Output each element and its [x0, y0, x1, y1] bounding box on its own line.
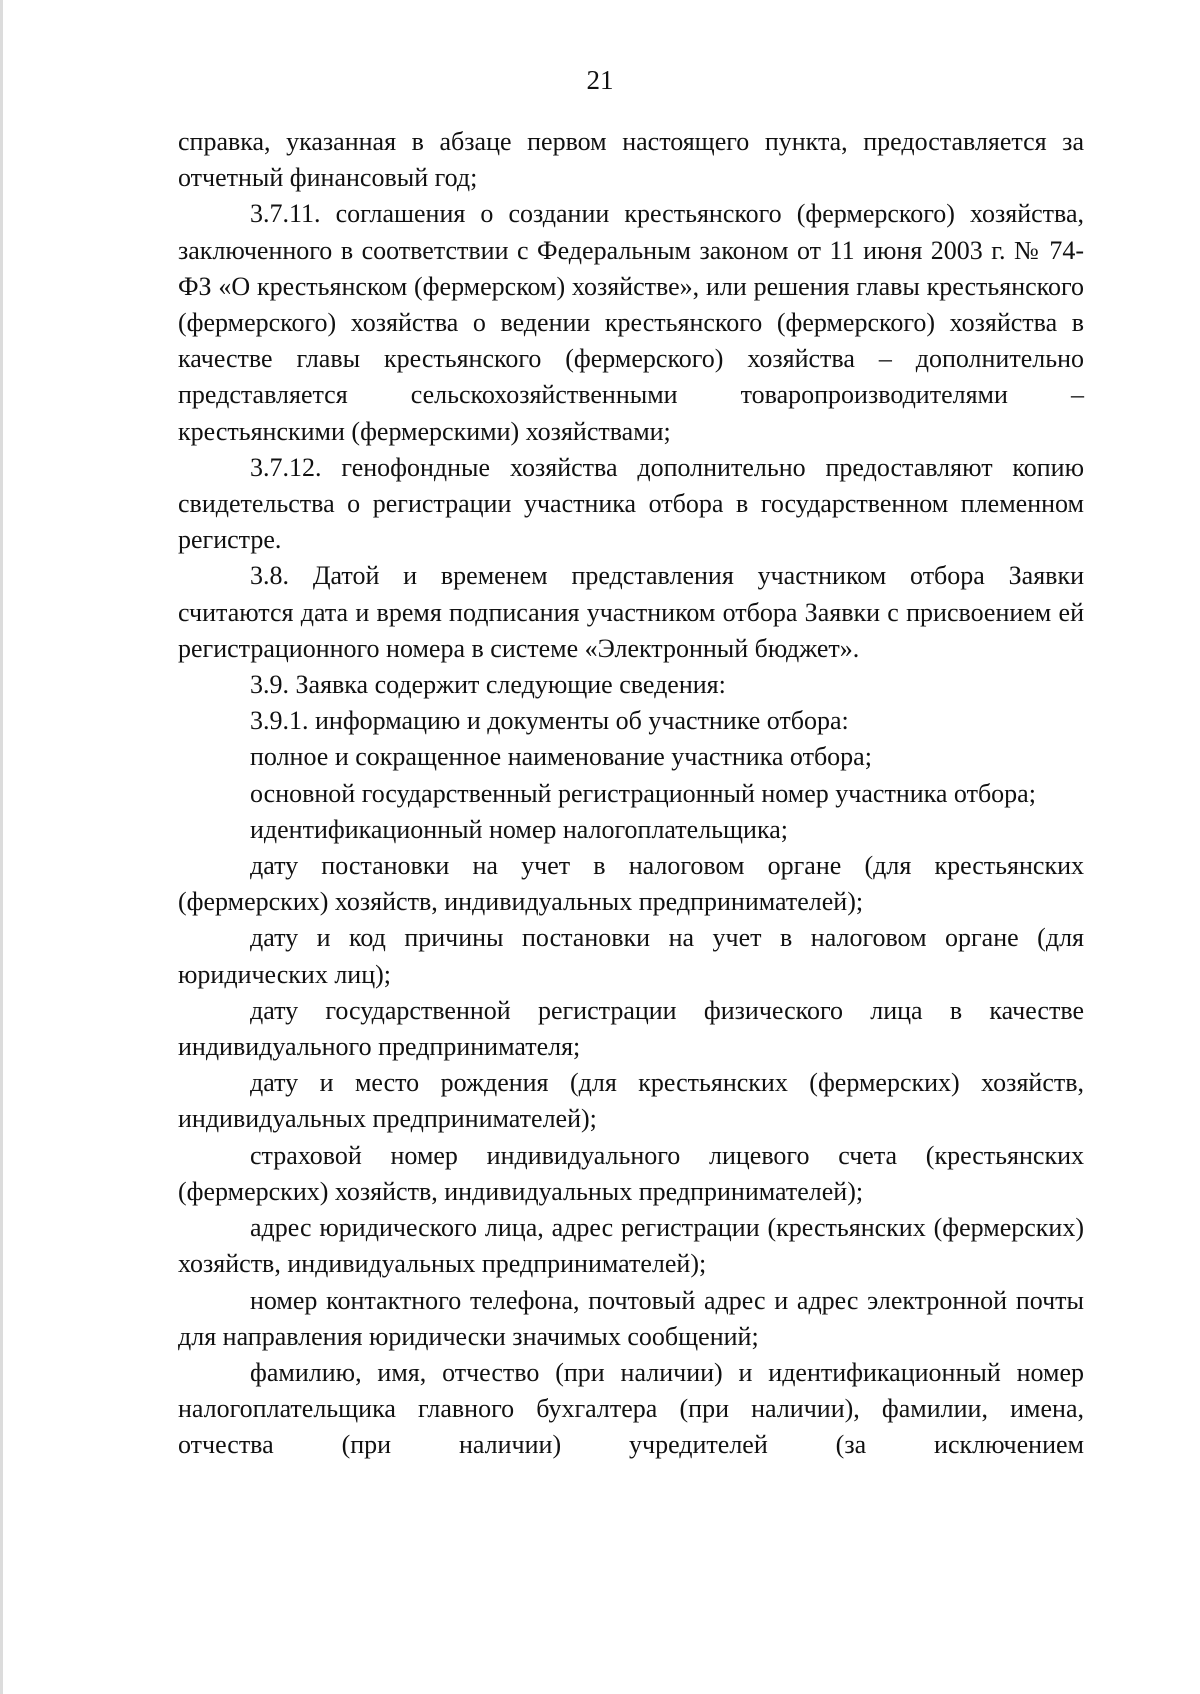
list-item-name: полное и сокращенное наименование участника отбора;: [250, 742, 872, 772]
list-item-address: адрес юридического лица, адрес регистрации (крестьянских (фермерских) хозяйств, индивидуальных предпринимателей);: [178, 1213, 1084, 1279]
list-item-snils: страховой номер индивидуального лицевого счета (крестьянских (фермерских) хозяйств, индивидуальных предпринимателей);: [178, 1140, 1084, 1206]
list-item-kpp: дату и код причины постановки на учет в налоговом органе (для юридических лиц);: [178, 923, 1084, 989]
paragraph-3-9-1: 3.9.1. информацию и документы об участнике отбора:: [250, 706, 849, 736]
list-item-ogrn: основной государственный регистрационный номер участника отбора;: [250, 778, 1036, 808]
paragraph-3-8: 3.8. Датой и временем представления участником отбора Заявки считаются дата и время подписания участником отбора Заявки с присвоением ей регистрационного номера в системе «Электронный бюджет».: [178, 561, 1084, 663]
list-item-accountant-founders: фамилию, имя, отчество (при наличии) и идентификационный номер налогоплательщика главного бухгалтера (при наличии), фамилии, имена, отчества (при наличии) учредителей (за исключением: [178, 1357, 1084, 1460]
list-item-ip-registration-date: дату государственной регистрации физического лица в качестве индивидуального предпринимателя;: [178, 995, 1084, 1062]
list-item-tax-registration-date: дату постановки на учет в налоговом органе (для крестьянских (фермерских) хозяйств, индивидуальных предпринимателей);: [178, 851, 1084, 917]
paragraph-spravka: справка, указанная в абзаце первом настоящего пункта, предоставляется за отчетный финансовый год;: [178, 127, 1084, 193]
scan-edge: [0, 0, 3, 1694]
paragraph-3-9: 3.9. Заявка содержит следующие сведения:: [250, 670, 726, 700]
document-body: [178, 124, 1084, 1464]
list-item-inn: идентификационный номер налогоплательщика;: [250, 814, 788, 844]
page-number: 21: [586, 65, 614, 95]
list-item-birth: дату и место рождения (для крестьянских (фермерских) хозяйств, индивидуальных предпринимателей);: [178, 1068, 1084, 1134]
paragraph-3-7-12: 3.7.12. генофондные хозяйства дополнительно предоставляют копию свидетельства о регистрации участника отбора в государственном племенном регистре.: [178, 452, 1084, 555]
paragraph-3-7-11: 3.7.11. соглашения о создании крестьянского (фермерского) хозяйства, заключенного в соответствии с Федеральным законом от 11 июня 2003 г. № 74-ФЗ «О крестьянском (фермерском) хозяйстве», или решения главы крестьянского (фермерского) хозяйства о ведении крестьянского (фермерского) хозяйства в качестве главы крестьянского (фермерского) хозяйства – дополнительно представляется сельскохозяйственными товаропроизводителями – крестьянскими (фермерскими) хозяйствами;: [178, 199, 1084, 446]
list-item-contacts: номер контактного телефона, почтовый адрес и адрес электронной почты для направления юридически значимых сообщений;: [178, 1285, 1084, 1351]
